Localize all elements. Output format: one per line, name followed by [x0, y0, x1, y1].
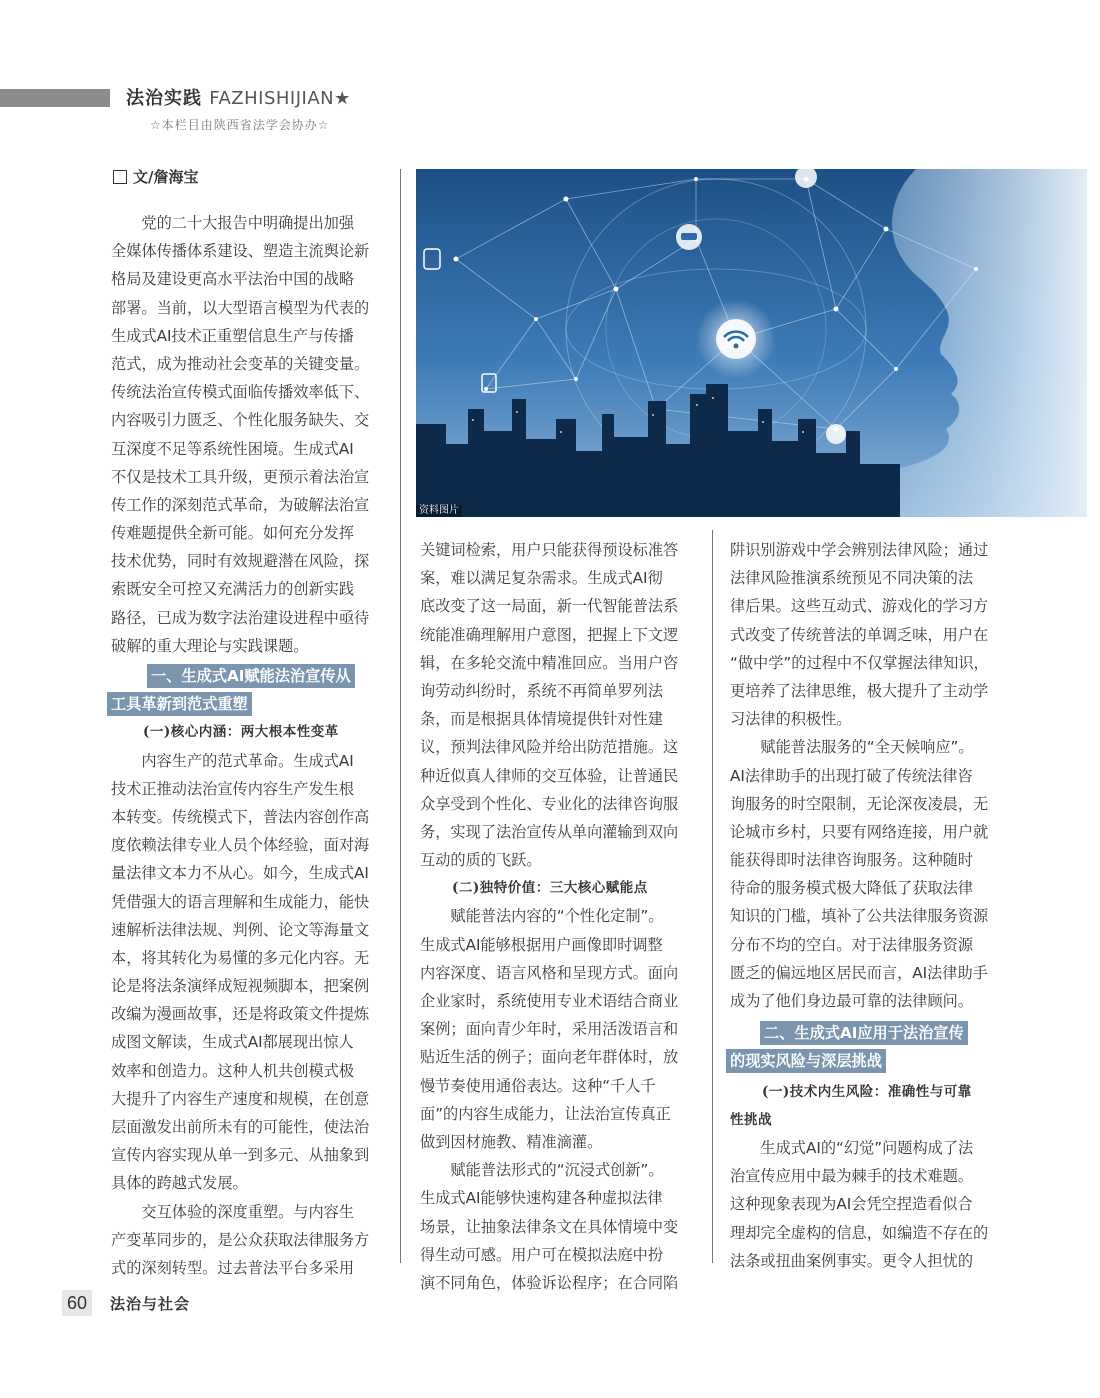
text-line: 本，将其转化为易懂的多元化内容。无 — [111, 948, 370, 967]
text-line: 部署。当前，以大型语言模型为代表的 — [111, 298, 370, 317]
subheading-1: (一)核心内涵：两大根本性变革 — [143, 724, 339, 741]
byline-text: 文/詹海宝 — [133, 168, 199, 186]
text-line: 这种现象表现为AI会凭空捏造看似合 — [730, 1195, 973, 1214]
section-heading-2-wrap — [730, 1047, 1002, 1075]
article-photo — [416, 169, 1087, 517]
text-line: 企业家时，系统使用专业术语结合商业 — [420, 992, 679, 1010]
column-3 — [730, 536, 1002, 1275]
text-line: 传工作的深刻范式革命，为破解法治宣 — [111, 495, 370, 514]
text-line: 众享受到个性化、专业化的法律咨询服 — [420, 794, 679, 813]
text-line: 得生动可感。用户可在模拟法庭中扮 — [420, 1245, 663, 1264]
text-line: 内容生产的范式革命。生成式AI — [141, 751, 354, 770]
text-line: 大提升了内容生产速度和规模，在创意 — [111, 1089, 370, 1108]
text-line: 分布不均的空白。对于法律服务资源 — [730, 935, 973, 954]
text-line: 内容深度、语言风格和呈现方式。面向 — [420, 963, 679, 982]
text-line: 能获得即时法律咨询服务。这种随时 — [730, 851, 973, 870]
text-line: 案，难以满足复杂需求。生成式AI彻 — [420, 569, 663, 588]
text-line: “做中学”的过程中不仅掌握法律知识， — [730, 653, 989, 672]
section-heading-1-wrap — [111, 690, 383, 718]
text-line: 贴近生活的例子；面向老年群体时，放 — [420, 1048, 679, 1067]
column-subtitle: ☆本栏目由陕西省法学会协办☆ — [150, 118, 330, 132]
column-1 — [111, 209, 383, 1282]
text-line: 党的二十大报告中明确提出加强 — [141, 214, 355, 232]
photo-caption: 资料图片 — [416, 505, 462, 517]
text-line: 产变革同步的，是公众获取法律服务方 — [111, 1230, 370, 1249]
text-line: 格局及建设更高水平法治中国的战略 — [111, 270, 354, 289]
text-line: 法条或扭曲案例事实。更令人担忧的 — [730, 1251, 973, 1270]
text-line: 知识的门槛，填补了公共法律服务资源 — [730, 907, 989, 926]
section-heading-1-line-2: 工具革新到范式重塑 — [107, 692, 252, 716]
section-heading-2-line-2: 的现实风险与深层挑战 — [726, 1049, 886, 1073]
text-line: 传统法治宣传模式面临传播效率低下、 — [111, 383, 370, 402]
text-line: 互动的质的飞跃。 — [420, 851, 542, 870]
text-line: 成图文解读，生成式AI都展现出惊人 — [111, 1033, 354, 1052]
section-heading-2 — [730, 1019, 1002, 1047]
text-line: 成为了他们身边最可靠的法律顾问。 — [730, 992, 973, 1010]
text-line: 传难题提供全新可能。如何充分发挥 — [111, 524, 354, 543]
text-line: 匮乏的偏远地区居民而言，AI法律助手 — [730, 963, 988, 982]
text-line: 范式，成为推动社会变革的关键变量。 — [111, 354, 370, 373]
text-line: 凭借强大的语言理解和生成能力，能快 — [111, 892, 370, 911]
text-line: 全媒体传播体系建设、塑造主流舆论新 — [111, 242, 370, 261]
byline — [113, 166, 198, 187]
header-bar — [0, 89, 110, 107]
text-line: 式的深刻转型。过去普法平台多采用 — [111, 1258, 354, 1277]
text-line: 律后果。这些互动式、游戏化的学习方 — [730, 597, 989, 616]
text-line: 论城市乡村，只要有网络连接，用户就 — [730, 822, 989, 841]
column-title — [126, 84, 351, 110]
text-line: 赋能普法内容的“个性化定制”。 — [450, 907, 664, 926]
text-line: 生成式AI能够快速构建各种虚拟法律 — [420, 1189, 663, 1208]
text-line: 治宣传应用中最为棘手的技术难题。 — [730, 1167, 973, 1186]
text-line: 不仅是技术工具升级，更预示着法治宣 — [111, 467, 370, 486]
text-line: 层面激发出前所未有的可能性，使法治 — [111, 1118, 370, 1136]
text-line: 底改变了这一局面，新一代智能普法系 — [420, 597, 679, 616]
text-line: 改编为漫画故事，还是将政策文件提炼 — [111, 1005, 370, 1024]
text-line: 路径，已成为数字法治建设进程中亟待 — [111, 608, 370, 627]
text-line: 议，预判法律风险并给出防范措施。这 — [420, 738, 679, 757]
text-line: 关键词检索，用户只能获得预设标准答 — [420, 541, 679, 559]
column-title-en: FAZHISHIJIAN★ — [209, 88, 351, 109]
text-line: 阱识别游戏中学会辨别法律风险；通过 — [730, 541, 989, 559]
text-line: 内容吸引力匮乏、个性化服务缺失、交 — [111, 411, 370, 430]
ai-face-illustration — [416, 169, 1087, 517]
section-heading-2-line-1: 二、生成式AI应用于法治宣传 — [760, 1021, 968, 1045]
text-line: 询服务的时空限制，无论深夜凌晨，无 — [730, 794, 989, 813]
column-divider — [400, 169, 401, 1263]
column-divider — [712, 530, 713, 1263]
text-line: 技术优势，同时有效规避潜在风险，探 — [111, 552, 370, 571]
text-line: 索既安全可控又充满活力的创新实践 — [111, 580, 354, 599]
page-number: 60 — [62, 1290, 92, 1316]
text-line: AI法律助手的出现打破了传统法律咨 — [730, 766, 973, 785]
text-line: 做到因材施教、精准滴灌。 — [420, 1132, 603, 1151]
text-line: 面”的内容生成能力，让法治宣传真正 — [420, 1104, 671, 1123]
column-title-cn: 法治实践 — [126, 88, 202, 109]
subheading-3-line-1: (一)技术内生风险：准确性与可靠 — [762, 1083, 972, 1100]
text-line: 效率和创造力。这种人机共创模式极 — [111, 1061, 354, 1080]
text-line: 速解析法律法规、判例、论文等海量文 — [111, 920, 370, 939]
magazine-name: 法治与社会 — [110, 1295, 191, 1313]
text-line: 赋能普法服务的“全天候响应”。 — [760, 738, 974, 757]
text-line: 论是将法条演绎成短视频脚本，把案例 — [111, 977, 370, 996]
text-line: 统能准确理解用户意图，把握上下文逻 — [420, 625, 679, 644]
text-line: 生成式AI技术正重塑信息生产与传播 — [111, 326, 354, 345]
text-line: 辑，在多轮交流中精准回应。当用户咨 — [420, 653, 679, 672]
text-line: 式改变了传统普法的单调乏味，用户在 — [730, 625, 989, 644]
column-2 — [420, 536, 695, 1297]
subheading-3-line-2: 性挑战 — [730, 1111, 772, 1128]
text-line: 场景，让抽象法律条文在具体情境中变 — [420, 1217, 679, 1236]
text-line: 种近似真人律师的交互体验，让普通民 — [420, 766, 679, 785]
text-line: 本转变。传统模式下，普法内容创作高 — [111, 807, 370, 826]
text-line: 案例；面向青少年时，采用活泼语言和 — [420, 1020, 679, 1039]
subheading-2: (二)独特价值：三大核心赋能点 — [452, 880, 648, 897]
section-heading-1 — [111, 662, 383, 690]
text-line: 度依赖法律专业人员个体经验，面对海 — [111, 836, 370, 855]
square-icon — [113, 170, 127, 184]
text-line: 习法律的积极性。 — [730, 710, 852, 729]
text-line: 待命的服务模式极大降低了获取法律 — [730, 879, 973, 898]
text-line: 宣传内容实现从单一到多元、从抽象到 — [111, 1146, 370, 1165]
text-line: 更培养了法律思维，极大提升了主动学 — [730, 681, 989, 700]
car-icon — [676, 224, 702, 250]
text-line: 技术正推动法治宣传内容生产发生根 — [111, 779, 354, 798]
text-line: 条，而是根据具体情境提供针对性建 — [420, 710, 663, 729]
text-line: 破解的重大理论与实践课题。 — [111, 636, 309, 655]
text-line: 具体的跨越式发展。 — [111, 1174, 248, 1193]
text-line: 慢节奏使用通俗表达。这种“千人千 — [420, 1076, 656, 1095]
text-line: 询劳动纠纷时，系统不再简单罗列法 — [420, 681, 663, 700]
text-line: 赋能普法形式的“沉浸式创新”。 — [450, 1161, 664, 1180]
wifi-icon — [716, 319, 756, 359]
text-line: 演不同角色，体验诉讼程序；在合同陷 — [420, 1273, 679, 1292]
text-line: 交互体验的深度重塑。与内容生 — [141, 1202, 355, 1221]
text-line: 生成式AI能够根据用户画像即时调整 — [420, 935, 663, 954]
text-line: 理却完全虚构的信息，如编造不存在的 — [730, 1223, 989, 1242]
text-line: 法律风险推演系统预见不同决策的法 — [730, 569, 973, 588]
text-line: 生成式AI的“幻觉”问题构成了法 — [760, 1138, 974, 1157]
section-heading-1-line-1: 一、生成式AI赋能法治宣传从 — [147, 664, 355, 688]
text-line: 互深度不足等系统性困境。生成式AI — [111, 439, 354, 458]
text-line: 务，实现了法治宣传从单向灌输到双向 — [420, 822, 679, 841]
text-line: 量法律文本力不从心。如今，生成式AI — [111, 864, 369, 883]
